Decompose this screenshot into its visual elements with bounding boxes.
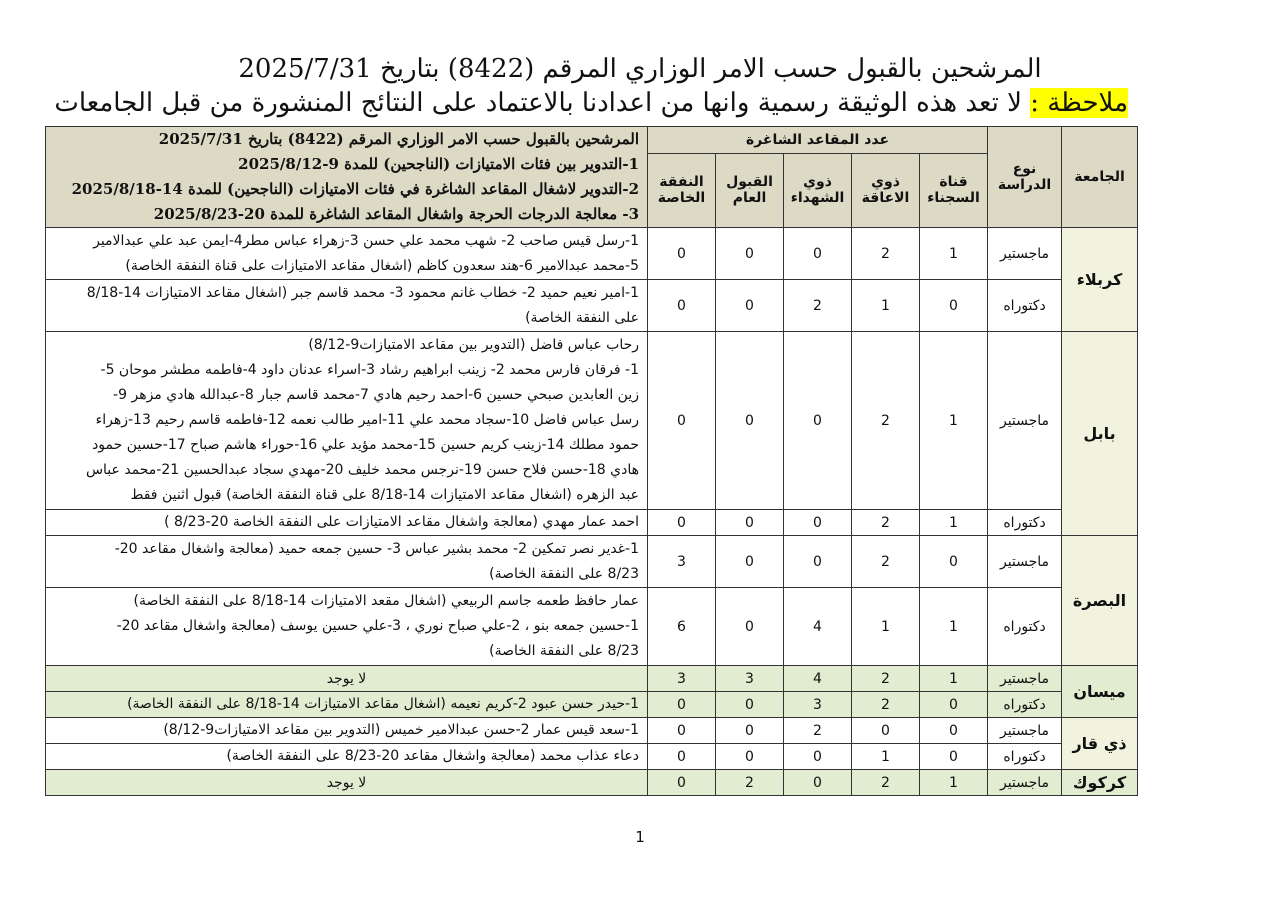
table-row <box>46 770 1138 796</box>
document-header <box>0 52 1280 120</box>
header-general: القبول العام <box>716 153 784 227</box>
header-study-type: نوع الدراسة <box>988 127 1062 228</box>
martyrs-cell: 2 <box>784 280 852 332</box>
general-cell: 0 <box>716 744 784 770</box>
page-number: 1 <box>635 828 645 846</box>
martyrs-cell: 4 <box>784 666 852 692</box>
names-cell: دعاء عذاب محمد (معالجة واشغال مقاعد 20-8/23 على النفقة الخاصة) <box>46 744 648 770</box>
prisoners-cell: 0 <box>920 744 988 770</box>
disabled-cell: 2 <box>852 666 920 692</box>
names-cell: 1-امير نعيم حميد 2- خطاب غانم محمود 3- محمد قاسم جبر (اشغال مقاعد الامتيازات 14-8/18 على النفقة الخاصة) <box>46 280 648 332</box>
martyrs-cell: 0 <box>784 510 852 536</box>
prisoners-cell: 1 <box>920 228 988 280</box>
names-cell: رحاب عباس فاضل (التدوير بين مقاعد الامتيازات9-8/12) 1- فرقان فارس محمد 2- زينب ابراهيم رشاد 3-اسراء عدنان داود 4-فاطمه مطشر موحان 5- زين العابدين صبحي حسين 6-احمد رحيم هادي 7-محمد قاسم جبار 8-عبدالله هادي مزهر 9- رسل عباس فاضل 10-سجاد محمد علي 11-امير طالب نعمه 12-فاطمه قاسم رحيم 13-زهراء حمود مطلك 14-زينب كريم حسين 15-محمد مؤيد علي 16-حوراء هاشم صباح 17-حسين حمود هادي 18-حسن فلاح حسن 19-نرجس محمد خليف 20-مهدي سجاد عبدالحسين 21-محمد عباس عبد الزهره (اشغال مقاعد الامتيازات 14-8/18 على قناة النفقة الخاصة) قبول اثنين فقط <box>46 332 648 510</box>
study-type-cell: دكتوراه <box>988 744 1062 770</box>
names-cell: احمد عمار مهدي (معالجة واشغال مقاعد الامتيازات على النفقة الخاصة 20-8/23 ) <box>46 510 648 536</box>
disabled-cell: 2 <box>852 536 920 588</box>
general-cell: 0 <box>716 280 784 332</box>
names-cell: 1-غدير نصر تمكين 2- محمد بشير عباس 3- حسين جمعه حميد (معالجة واشغال مقاعد 20- 8/23 على النفقة الخاصة) <box>46 536 648 588</box>
table-row <box>46 588 1138 666</box>
disabled-cell: 0 <box>852 718 920 744</box>
general-cell: 3 <box>716 666 784 692</box>
header-private: النفقة الخاصة <box>648 153 716 227</box>
university-cell: البصرة <box>1062 536 1138 666</box>
prisoners-cell: 1 <box>920 332 988 510</box>
study-type-cell: دكتوراه <box>988 588 1062 666</box>
note-text: لا تعد هذه الوثيقة رسمية وانها من اعدادنا بالاعتماد على النتائج المنشورة من قبل الجامعات <box>54 88 1031 118</box>
table-row <box>46 718 1138 744</box>
private-cell: 0 <box>648 228 716 280</box>
prisoners-cell: 1 <box>920 510 988 536</box>
header-disabled: ذوي الاعاقة <box>852 153 920 227</box>
note-label: ملاحظة : <box>1030 88 1128 118</box>
header-university: الجامعة <box>1062 127 1138 228</box>
study-type-cell: ماجستير <box>988 718 1062 744</box>
document-title: المرشحين بالقبول حسب الامر الوزاري المرقم (8422) بتاريخ 2025/7/31 <box>238 54 1042 84</box>
university-cell: كربلاء <box>1062 228 1138 332</box>
general-cell: 0 <box>716 332 784 510</box>
general-cell: 2 <box>716 770 784 796</box>
martyrs-cell: 4 <box>784 588 852 666</box>
general-cell: 0 <box>716 536 784 588</box>
disabled-cell: 2 <box>852 332 920 510</box>
names-cell: لا يوجد <box>46 770 648 796</box>
private-cell: 0 <box>648 332 716 510</box>
disabled-cell: 2 <box>852 510 920 536</box>
names-cell: 1-حيدر حسن عبود 2-كريم نعيمه (اشغال مقاعد الامتيازات 14-8/18 على النفقة الخاصة) <box>46 692 648 718</box>
private-cell: 0 <box>648 692 716 718</box>
general-cell: 0 <box>716 588 784 666</box>
university-cell: ميسان <box>1062 666 1138 718</box>
private-cell: 3 <box>648 536 716 588</box>
names-cell: 1-رسل قيس صاحب 2- شهب محمد علي حسن 3-زهراء عباس مطر4-ايمن عبد علي عبدالامير 5-محمد عبدالامير 6-هند سعدون كاظم (اشغال مقاعد الامتيازات على قناة النفقة الخاصة) <box>46 228 648 280</box>
header-prisoners: قناة السجناء <box>920 153 988 227</box>
martyrs-cell: 0 <box>784 332 852 510</box>
martyrs-cell: 0 <box>784 770 852 796</box>
prisoners-cell: 1 <box>920 666 988 692</box>
header-martyrs: ذوي الشهداء <box>784 153 852 227</box>
prisoners-cell: 0 <box>920 536 988 588</box>
martyrs-cell: 2 <box>784 718 852 744</box>
study-type-cell: ماجستير <box>988 536 1062 588</box>
study-type-cell: دكتوراه <box>988 692 1062 718</box>
general-cell: 0 <box>716 692 784 718</box>
martyrs-cell: 0 <box>784 744 852 770</box>
study-type-cell: ماجستير <box>988 228 1062 280</box>
study-type-cell: ماجستير <box>988 770 1062 796</box>
martyrs-cell: 0 <box>784 228 852 280</box>
table-row <box>46 510 1138 536</box>
table-row <box>46 332 1138 510</box>
prisoners-cell: 0 <box>920 692 988 718</box>
university-cell: بابل <box>1062 332 1138 536</box>
general-cell: 0 <box>716 228 784 280</box>
private-cell: 6 <box>648 588 716 666</box>
table-row <box>46 666 1138 692</box>
candidates-table <box>45 126 1138 796</box>
disabled-cell: 2 <box>852 692 920 718</box>
names-cell: عمار حافظ طعمه جاسم الربيعي (اشغال مقعد الامتيازات 14-8/18 على النفقة الخاصة) 1-حسين جمعه بنو ، 2-علي صباح نوري ، 3-علي حسين يوسف (معالجة واشغال مقاعد 20- 8/23 على النفقة الخاصة) <box>46 588 648 666</box>
disabled-cell: 1 <box>852 280 920 332</box>
study-type-cell: ماجستير <box>988 332 1062 510</box>
prisoners-cell: 1 <box>920 588 988 666</box>
university-cell: ذي قار <box>1062 718 1138 770</box>
martyrs-cell: 3 <box>784 692 852 718</box>
general-cell: 0 <box>716 510 784 536</box>
table-row <box>46 228 1138 280</box>
private-cell: 0 <box>648 718 716 744</box>
header-vacant-seats: عدد المقاعد الشاغرة <box>648 127 988 154</box>
study-type-cell: ماجستير <box>988 666 1062 692</box>
header-names: المرشحين بالقبول حسب الامر الوزاري المرقم (8422) بتاريخ 2025/7/31 1-التدوير بين فئات الامتيازات (الناجحين) للمدة 9-2025/8/12 2-التدوير لاشغال المقاعد الشاغرة في فئات الامتيازات (الناجحين) للمدة 14-2025/8/18 3- معالجة الدرجات الحرجة واشغال المقاعد الشاغرة للمدة 20-2025/8/23 <box>46 127 648 228</box>
general-cell: 0 <box>716 718 784 744</box>
disabled-cell: 1 <box>852 588 920 666</box>
table-row <box>46 744 1138 770</box>
prisoners-cell: 0 <box>920 718 988 744</box>
disabled-cell: 2 <box>852 770 920 796</box>
disabled-cell: 1 <box>852 744 920 770</box>
table-row <box>46 692 1138 718</box>
table-row <box>46 280 1138 332</box>
study-type-cell: دكتوراه <box>988 510 1062 536</box>
private-cell: 0 <box>648 510 716 536</box>
private-cell: 0 <box>648 280 716 332</box>
table-row <box>46 536 1138 588</box>
document-note <box>0 86 1128 120</box>
names-cell: 1-سعد قيس عمار 2-حسن عبدالامير خميس (التدوير بين مقاعد الامتيازات9-8/12) <box>46 718 648 744</box>
martyrs-cell: 0 <box>784 536 852 588</box>
disabled-cell: 2 <box>852 228 920 280</box>
names-cell: لا يوجد <box>46 666 648 692</box>
prisoners-cell: 1 <box>920 770 988 796</box>
private-cell: 3 <box>648 666 716 692</box>
private-cell: 0 <box>648 744 716 770</box>
study-type-cell: دكتوراه <box>988 280 1062 332</box>
prisoners-cell: 0 <box>920 280 988 332</box>
university-cell: كركوك <box>1062 770 1138 796</box>
private-cell: 0 <box>648 770 716 796</box>
